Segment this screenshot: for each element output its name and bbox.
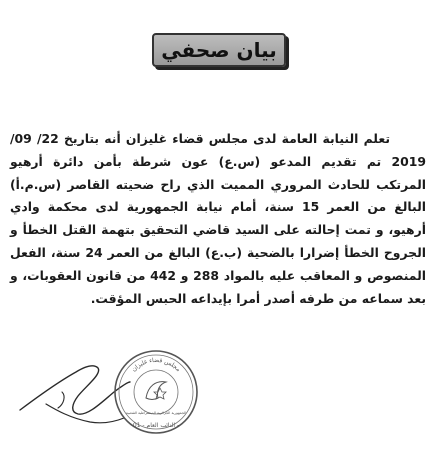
seal-text-middle: الجمهورية الجزائرية الديمقراطية الشعبية <box>125 411 187 415</box>
official-seal-icon <box>112 348 200 436</box>
seal-text-bottom: النائب العام - 01 - <box>132 422 180 429</box>
seal-text-top: مجلس قضاء غليزان <box>130 356 182 374</box>
title-banner <box>152 33 286 67</box>
document-title: بيان صحفي <box>161 38 277 62</box>
document-body <box>10 128 426 310</box>
body-paragraph <box>10 128 426 310</box>
body-paragraph-text: تعلم النيابة العامة لدى مجلس قضاء غليزان أنه بتاريخ 22/ 09/ 2019 تم تقديم المدعو (س.ع) عون شرطة بأمن دائرة أرهيو المرتكب للحادث المروري المميت الذي راح ضحيته القاصر (س.م.أ) البالغ من العمر 15 سنة، أمام نيابة الجمهورية لدى محكمة وادي أرهيو، و تمت إحالته على السيد قاضي التحقيق بتهمة القتل الخطأ و الجروح الخطأ إضرارا بالضحية (ب.ع) البالغ من العمر 24 سنة، الفعل المنصوص و المعاقب عليه بالمواد 288 و 442 من قانون العقوبات، و بعد سماعه من طرفه أصدر أمرا بإيداعه الحبس المؤقت. <box>10 131 426 306</box>
